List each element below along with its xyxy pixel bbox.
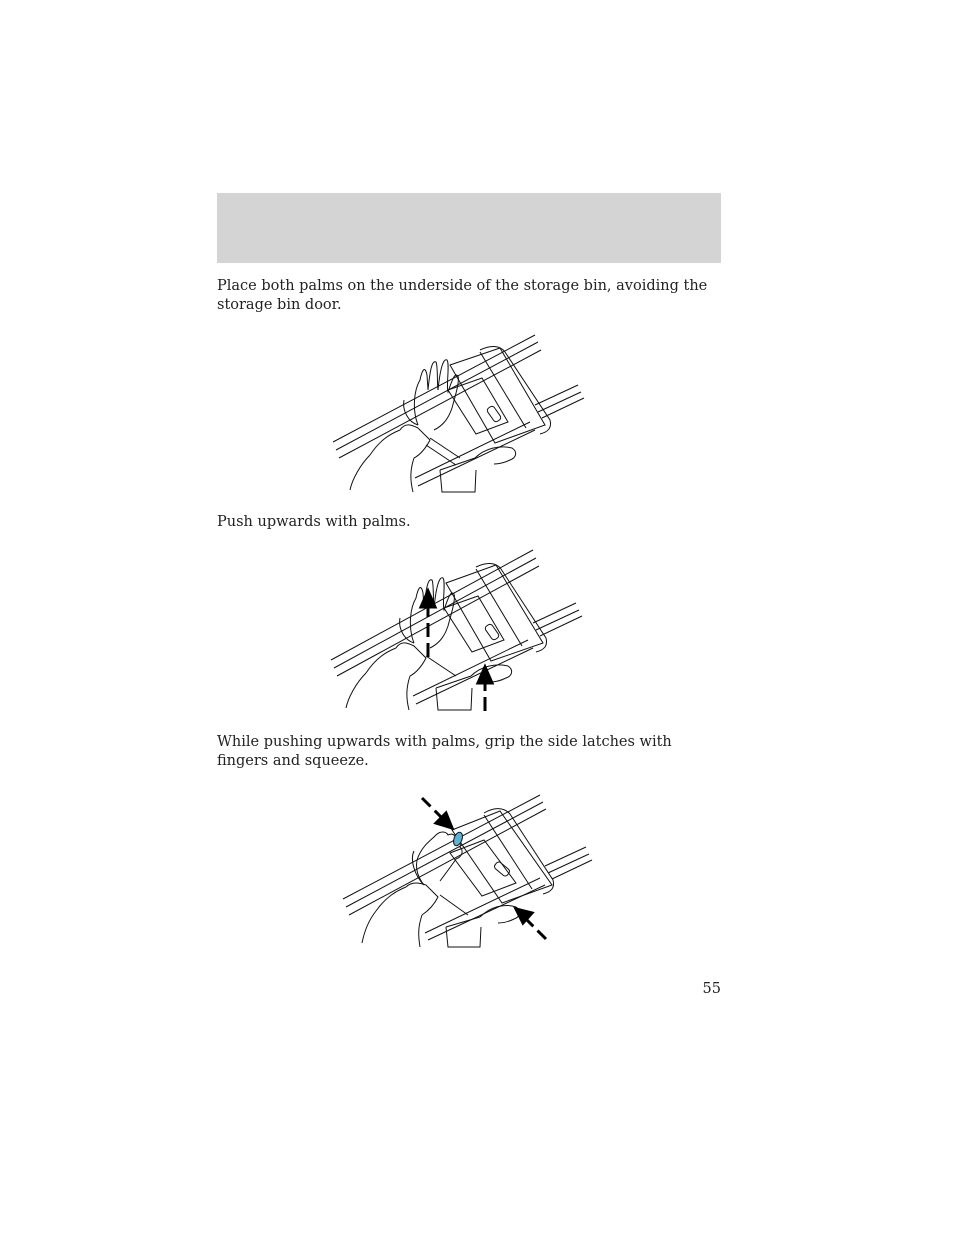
- instruction-step-1: Place both palms on the underside of the storage bin, avoiding the storage bin door.: [217, 278, 708, 313]
- page-number: 55: [702, 981, 721, 997]
- instruction-step-2: Push upwards with palms.: [217, 514, 411, 530]
- figure-grip-latches: [340, 793, 595, 951]
- figure-palms-on-bin: [330, 330, 590, 495]
- figure-push-upwards: [328, 545, 588, 713]
- section-header-band: [217, 193, 721, 263]
- instruction-step-3: While pushing upwards with palms, grip the side latches with fingers and squeeze.: [217, 734, 672, 769]
